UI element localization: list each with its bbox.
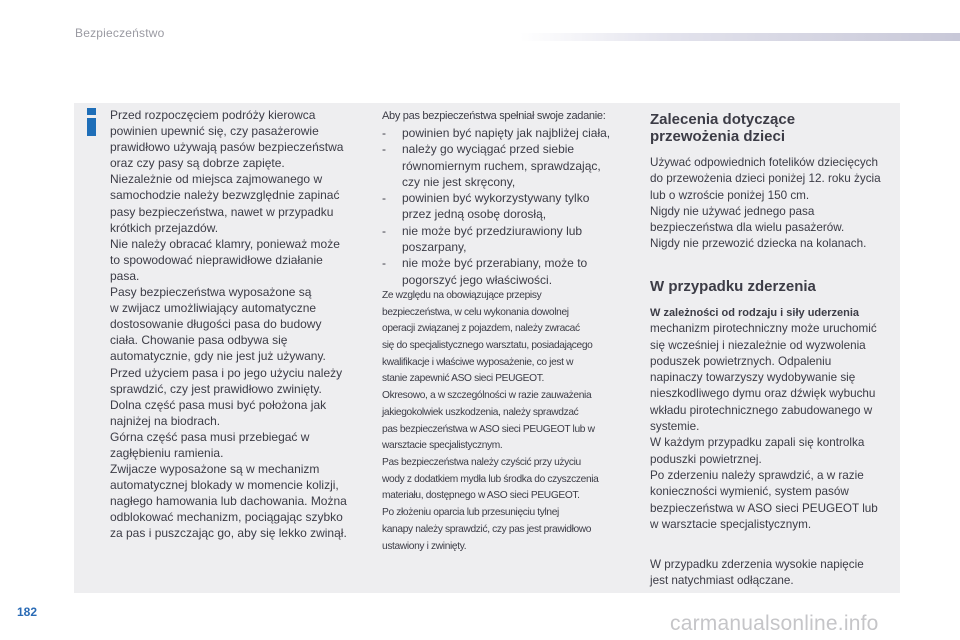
seatbelt-requirements-column (382, 108, 632, 555)
list-item-line: czy nie jest skręcony, (402, 174, 516, 189)
text-line: ustawiony i zwinięty. (382, 540, 467, 552)
text-line: w zwijacz umożliwiający automatyczne (110, 301, 317, 316)
section-heading: przewożenia dzieci (650, 128, 786, 145)
list-item (382, 141, 632, 190)
text-line: Po zderzeniu należy sprawdzić, a w razie (650, 468, 864, 482)
section-heading: Zalecenia dotyczące (650, 111, 796, 128)
text-line: lub o wzroście poniżej 150 cm. (650, 188, 810, 202)
list-item-line: powinien być napięty jak najbliżej ciała, (402, 126, 611, 140)
header-decor-bar (520, 33, 960, 41)
requirements-list (382, 125, 632, 288)
text-line: systemie. (650, 420, 700, 434)
text-line: pasy bezpieczeństwa, nawet w przypadku (110, 204, 334, 219)
list-item-line: nie może być przerabiany, może to (402, 256, 588, 271)
text-line: nagłego hamowania lub dachowania. Można (110, 494, 347, 509)
list-item (382, 190, 632, 223)
text-line: dostosowanie długości pasa do budowy (110, 317, 322, 332)
text-line: konieczności wymienić, system pasów (650, 485, 849, 499)
dash-bullet: - (382, 142, 386, 157)
text-line: zagłębieniu ramienia. (110, 445, 224, 460)
list-item-line: nie może być przedziurawiony lub (402, 223, 583, 238)
text-line: mechanizm pirotechniczny może uruchomić (650, 322, 877, 336)
text-line: Przed użyciem pasa i po jego użyciu należy (110, 365, 343, 380)
section-body (650, 155, 900, 253)
text-line: napinaczy towarzyszy wydobywanie się (650, 371, 856, 385)
text-line: prawidłowo używają pasów bezpieczeństwa (110, 140, 344, 155)
text-line: poduszek powietrznych. Odpaleniu (650, 354, 832, 368)
text-line: Dolna część pasa musi być położona jak (110, 397, 327, 412)
text-line: Pas bezpieczeństwa należy czyścić przy użyciu (382, 457, 581, 468)
text-line: stanie zapewnić ASO sieci PEUGEOT. (382, 373, 544, 385)
text-line: Pasy bezpieczeństwa wyposażone są (110, 285, 312, 300)
dash-bullet: - (382, 256, 386, 271)
text-line: do przewożenia dzieci poniżej 12. roku życia (650, 172, 881, 186)
text-line: Ze względu na obowiązujące przepisy (382, 289, 542, 301)
info-icon (85, 108, 99, 136)
text-line: wkładu pirotechnicznego zabudowanego w (650, 403, 873, 417)
seatbelt-intro-column (110, 107, 370, 542)
text-line: samochodzie należy bezwzględnie zapinać (110, 188, 340, 203)
text-line: Zwijacze wyposażone są w mechanizm (110, 462, 320, 477)
text-line: jakiegokolwiek uszkodzenia, należy sprawdzać (382, 406, 579, 418)
section-title: Bezpieczeństwo (75, 26, 165, 40)
text-line: kanapy należy sprawdzić, czy pas jest prawidłowo (382, 523, 592, 535)
text-line: Okresowo, a w szczególności w razie zauważenia (382, 390, 592, 402)
text-line: najniżej na biodrach. (110, 413, 221, 428)
text-line: oraz czy pasy są dobrze zapięte. (110, 156, 285, 171)
watermark: carmanualsonline.info (670, 612, 879, 635)
collision-section (650, 278, 900, 533)
text-line: Używać odpowiednich fotelików dziecięcych (650, 156, 879, 169)
text-line: W przypadku zderzenia wysokie napięcie (650, 558, 864, 571)
text-line: pas bezpieczeństwa w ASO sieci PEUGEOT lub w (382, 423, 595, 435)
text-line: krótkich przejazdów. (110, 220, 219, 235)
list-item-line: należy go wyciągać przed siebie (402, 142, 575, 157)
text-line: Nigdy nie przewozić dziecka na kolanach. (650, 237, 867, 251)
text-line: wody z dodatkiem mydła lub środka do czyszczenia (382, 473, 599, 485)
text-line: ciała. Chowanie pasa odbywa się (110, 333, 288, 348)
text-line: się wcześniej i niezależnie od wyzwolenia (650, 338, 866, 352)
section-body (650, 557, 900, 590)
text-line: Przed rozpoczęciem podróży kierowca (110, 108, 316, 122)
section-body (650, 305, 900, 533)
text-line: w warsztacie specjalistycznym. (650, 517, 812, 531)
text-line: poduszki powietrznej. (650, 452, 762, 466)
requirements-intro: Aby pas bezpieczeństwa spełniał swoje zadanie: (382, 110, 606, 122)
text-line: automatycznie, gdy nie jest już używany. (110, 349, 326, 364)
text-line: materiału, dostępnego w ASO sieci PEUGEOT. (382, 490, 580, 502)
text-line: Po złożeniu oparcia lub przesunięciu tylnej (382, 507, 559, 519)
text-line: bezpieczeństwa dla wielu pasażerów. (650, 221, 845, 235)
text-line: nieszkodliwego dymu oraz dźwięk wybuchu (650, 387, 876, 401)
list-item-line: poszarpany, (402, 240, 467, 255)
list-item (382, 125, 632, 141)
high-voltage-note (650, 557, 900, 590)
text-line: bezpieczeństwa w ASO sieci PEUGEOT lub (650, 501, 878, 515)
text-line: kwalifikacje i właściwe wyposażenie, co jest w (382, 356, 574, 368)
list-item-line: pogorszyć jego właściwości. (402, 272, 553, 287)
text-line: pasa. (110, 268, 140, 283)
list-item-line: przez jedną osobę dorosłą, (402, 207, 547, 222)
info-icon-dot (87, 108, 96, 115)
list-item (382, 223, 632, 256)
text-line: sprawdzić, czy jest prawidłowo zwinięty. (110, 381, 322, 396)
text-line: operacji związanej z pojazdem, należy zwracać (382, 323, 580, 335)
info-icon-stem (87, 118, 96, 136)
text-line: za pas i puszczając go, aby się lekko zwinął. (110, 526, 347, 541)
text-line: Górna część pasa musi przebiegać w (110, 429, 310, 444)
text-line: warsztacie specjalistycznym. (382, 440, 503, 452)
bold-lead: W zależności od rodzaju i siły uderzenia (650, 307, 860, 319)
section-heading: W przypadku zderzenia (650, 278, 816, 295)
child-transport-section (650, 111, 900, 253)
list-item-line: równomiernym ruchem, sprawdzając, (402, 158, 601, 173)
text-line: powinien upewnić się, czy pasażerowie (110, 124, 319, 139)
dash-bullet: - (382, 191, 386, 206)
text-line: odblokować mechanizm, pociągając szybko (110, 510, 343, 525)
text-line: Nie należy obracać klamry, ponieważ może (110, 236, 340, 251)
text-line: się do specjalistycznego warsztatu, posiadającego (382, 340, 593, 352)
text-line: Nigdy nie używać jednego pasa (650, 204, 815, 218)
page-number: 182 (17, 605, 38, 619)
list-item-line: powinien być wykorzystywany tylko (402, 191, 590, 206)
text-line: Niezależnie od miejsca zajmowanego w (110, 172, 323, 187)
text-line: bezpieczeństwa, w celu wykonania dowolnej (382, 306, 569, 318)
text-line: W każdym przypadku zapali się kontrolka (650, 436, 865, 450)
text-line: to spowodować nieprawidłowe działanie (110, 252, 323, 267)
dash-bullet: - (382, 223, 386, 238)
text-line: jest natychmiast odłączane. (650, 574, 794, 588)
list-item (382, 255, 632, 288)
dash-bullet: - (382, 126, 386, 140)
text-line: automatycznej blokady w momencie kolizji, (110, 478, 339, 493)
